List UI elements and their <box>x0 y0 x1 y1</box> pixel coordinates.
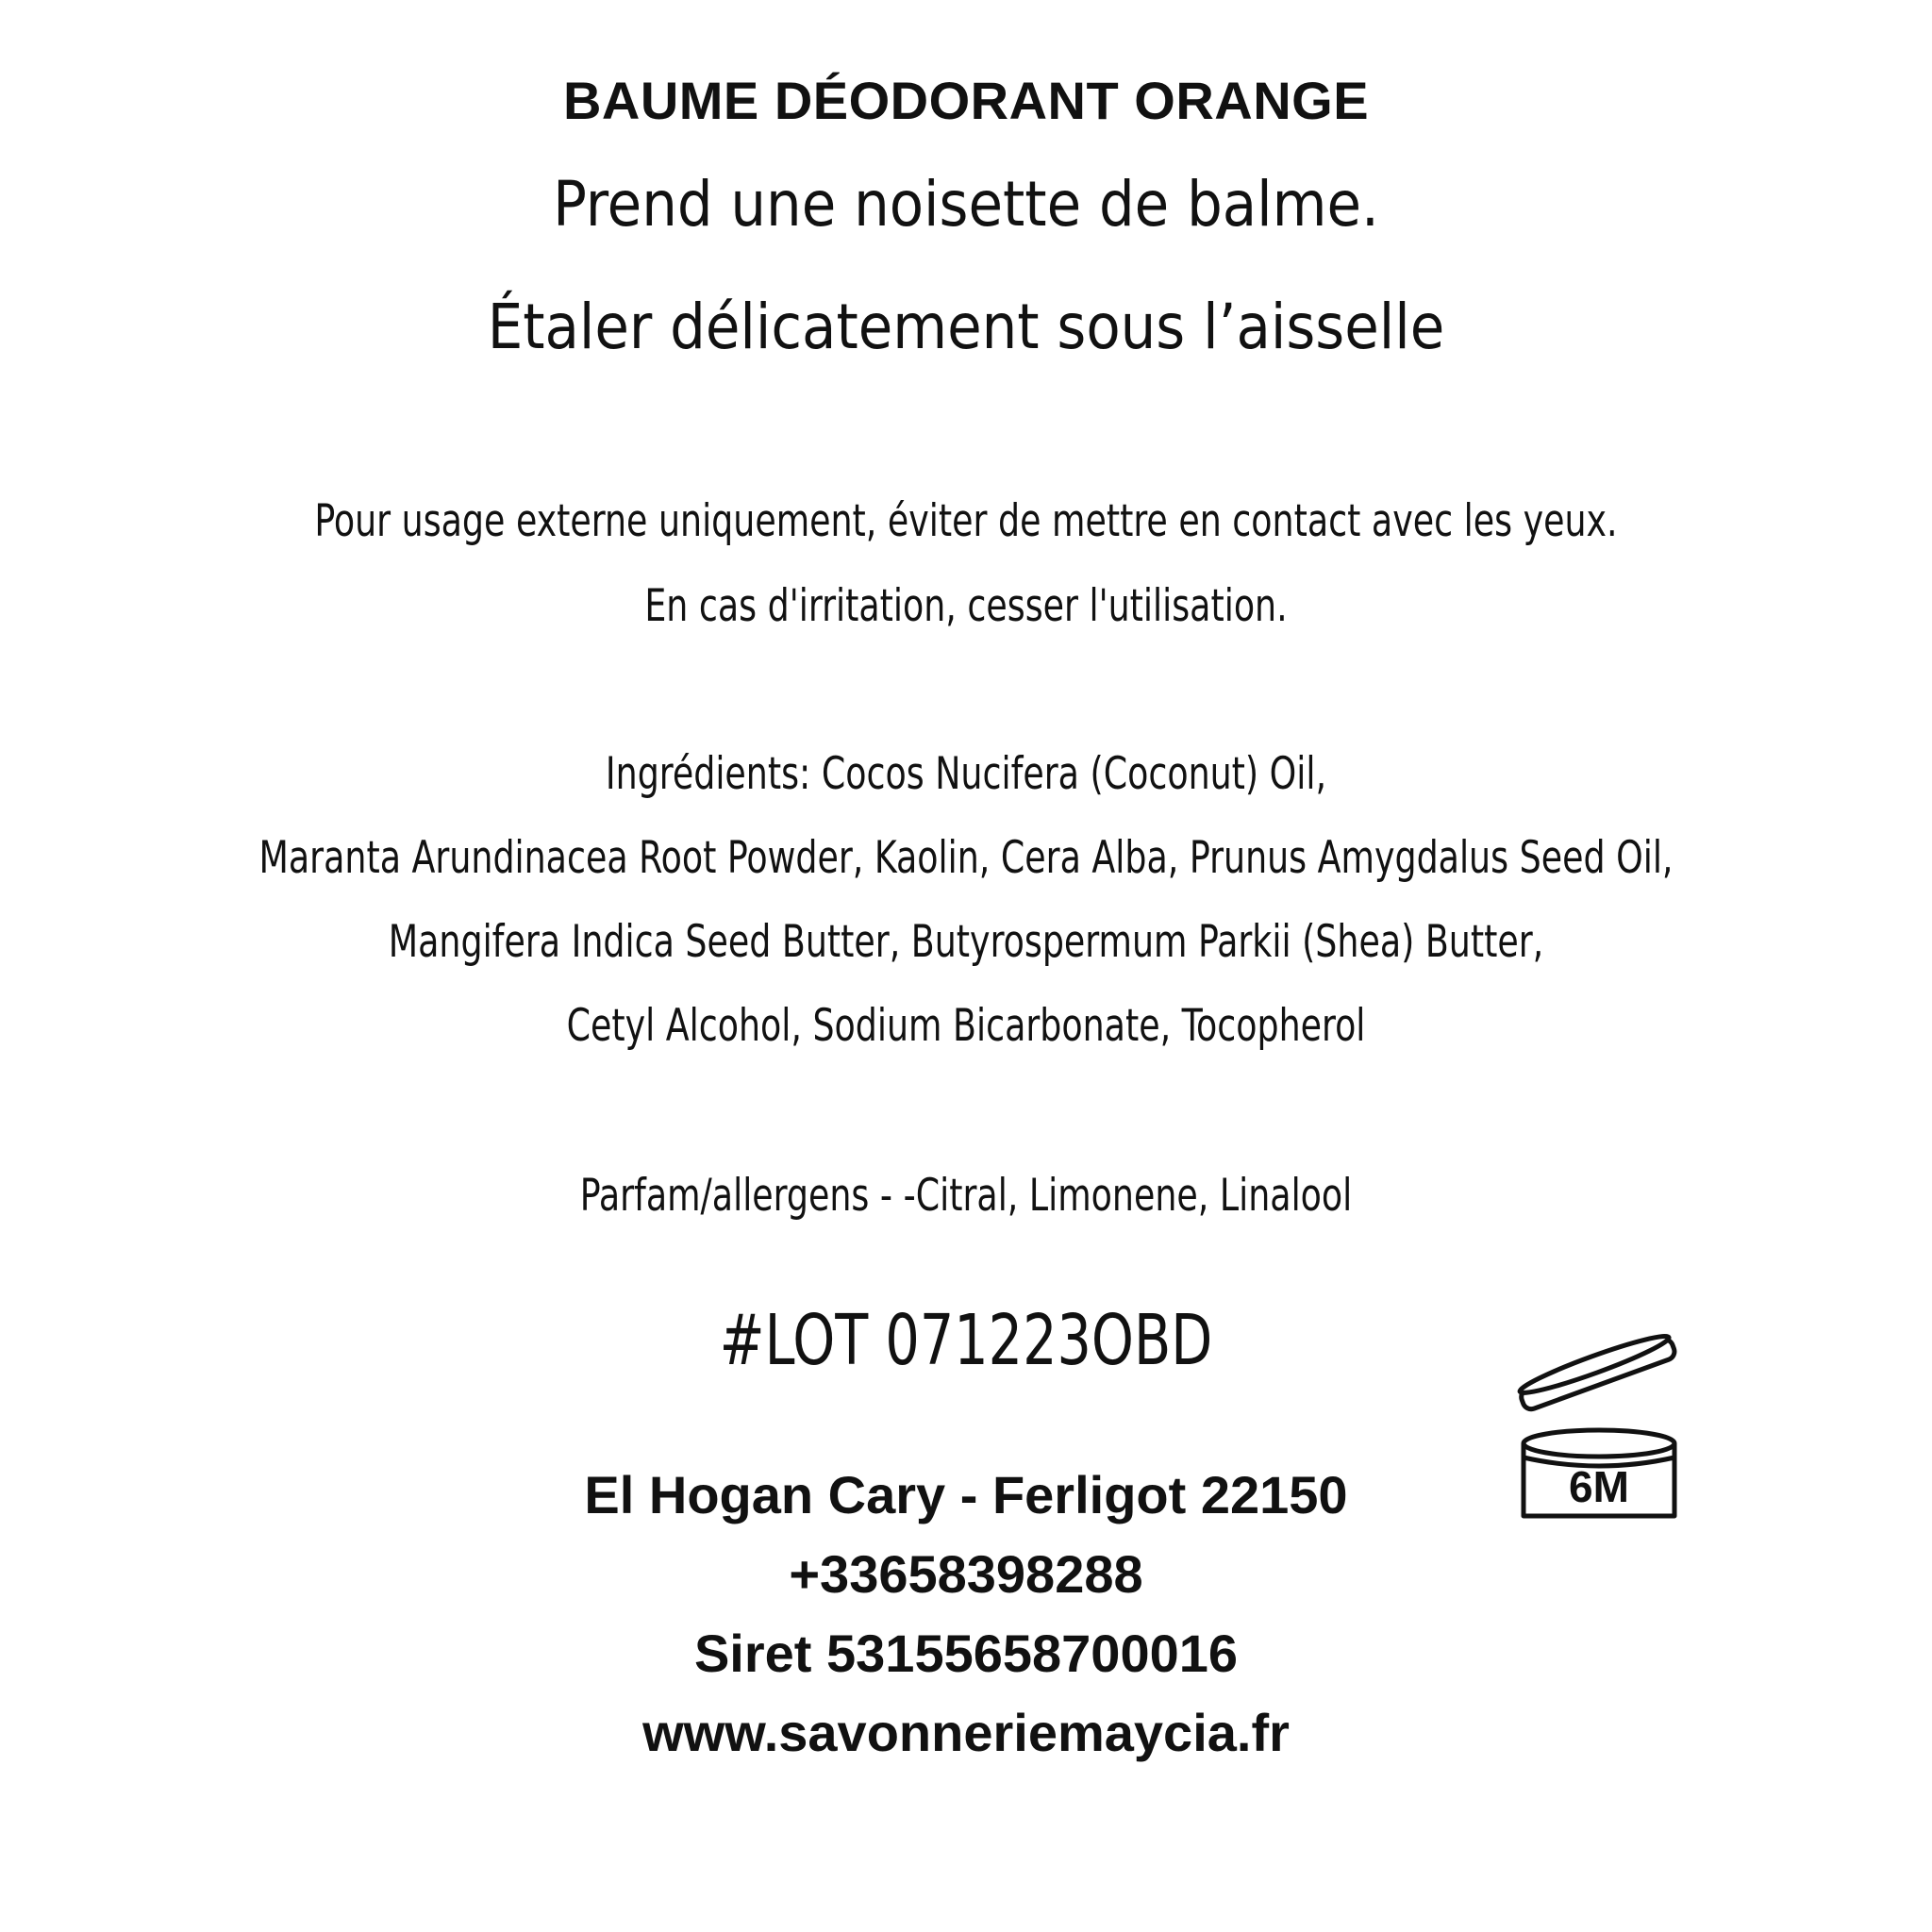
ingredients-line-2: Maranta Arundinacea Root Powder, Kaolin, Cera Alba, Prunus Amygdalus Seed Oil, <box>258 832 1674 884</box>
ingredients-line-4: Cetyl Alcohol, Sodium Bicarbonate, Tocopherol <box>566 1000 1366 1052</box>
warning-line-1: Pour usage externe uniquement, éviter de mettre en contact avec les yeux. <box>314 495 1618 547</box>
instruction-line-2: Étaler délicatement sous l’aisselle <box>487 291 1445 363</box>
allergens-line: Parfam/allergens - -Citral, Limonene, Linalool <box>579 1170 1353 1222</box>
pao-label: 6M <box>1569 1462 1629 1511</box>
ingredients-line-1: Ingrédients: Cocos Nucifera (Coconut) Oil, <box>605 748 1327 800</box>
warning-line-2: En cas d'irritation, cesser l'utilisation. <box>644 580 1288 632</box>
instruction-line-1: Prend une noisette de balme. <box>553 168 1379 241</box>
website: www.savonneriemaycia.fr <box>642 1703 1290 1762</box>
phone-number: +33658398288 <box>789 1544 1143 1604</box>
product-title: BAUME DÉODORANT ORANGE <box>562 71 1370 130</box>
open-jar-icon <box>1500 1316 1689 1533</box>
lot-number: #LOT 071223OBD <box>719 1300 1213 1381</box>
jar-lid <box>1516 1329 1676 1411</box>
siret-number: Siret 53155658700016 <box>693 1624 1239 1683</box>
ingredients-line-3: Mangifera Indica Seed Butter, Butyrospermum Parkii (Shea) Butter, <box>388 916 1544 968</box>
address: El Hogan Cary - Ferligot 22150 <box>584 1465 1348 1524</box>
